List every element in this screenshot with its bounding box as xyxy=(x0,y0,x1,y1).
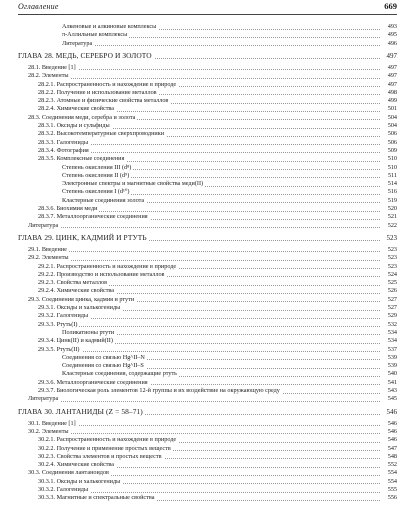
toc-entry-title: 30.3. Соединения лантаноидов xyxy=(28,469,109,477)
toc-entry-title: 30.3.3. Магнитные и спектральные свойства xyxy=(38,494,155,502)
toc-page-number: 527 xyxy=(387,304,397,311)
toc-page-number: 539 xyxy=(387,362,397,370)
toc-page-number: 546 xyxy=(387,436,397,444)
toc-page-number: 497 xyxy=(387,80,397,88)
toc-entry-title: π-Аллильные комплексы xyxy=(62,31,128,39)
toc-entry xyxy=(0,395,410,404)
toc-entry-title: 29.3.5. Ртуть(II) xyxy=(38,345,80,353)
toc-entry-title: Литература xyxy=(28,221,59,229)
toc-entry-title: 29.3.1. Оксиды и халькогениды xyxy=(38,304,121,311)
toc-entry-title: 30.2. Элементы xyxy=(28,427,69,435)
toc-page-number: 520 xyxy=(387,205,397,212)
toc-entry-title: Кластерные соединения золота xyxy=(62,196,145,204)
dot-leader xyxy=(28,78,380,79)
dot-leader xyxy=(38,326,380,327)
dot-leader xyxy=(28,401,380,402)
toc-entry-title: 28.2. Элементы xyxy=(28,72,69,80)
dot-leader xyxy=(28,227,380,228)
toc-page-number: 516 xyxy=(387,188,397,196)
toc-page-number: 532 xyxy=(387,320,397,328)
toc-page-number: 496 xyxy=(387,39,397,47)
toc-page-number: 534 xyxy=(387,328,397,336)
dot-leader xyxy=(28,69,380,70)
toc-page-number: 546 xyxy=(387,427,397,435)
toc-page-number: 523 xyxy=(387,262,397,270)
toc-page-number: 497 xyxy=(386,51,397,60)
page-number: 669 xyxy=(384,1,397,11)
chapter-heading xyxy=(0,407,410,419)
toc-page-number: 523 xyxy=(386,233,397,242)
toc-page-number: 497 xyxy=(387,72,397,80)
toc-page-number: 547 xyxy=(387,444,397,452)
toc-entry xyxy=(0,222,410,231)
toc-page-number: 545 xyxy=(387,395,397,403)
running-title: Оглавление xyxy=(18,2,59,11)
toc-entry-title: 28.3.5. Комплексные соединения xyxy=(38,155,125,163)
toc-entry-title: 28.2.2. Получение и использование металлов xyxy=(38,88,157,96)
toc-entry-title: Соединения со связью Hg^II–N xyxy=(62,353,145,361)
toc-entry-title: 28.2.1. Распространенность и нахождение в природе xyxy=(38,80,177,88)
toc-entry xyxy=(0,40,410,49)
toc-page-number: 521 xyxy=(387,213,397,221)
toc-page-number: 506 xyxy=(387,138,397,146)
toc-entry-title: 28.2.4. Химические свойства xyxy=(38,105,115,113)
toc-page-number: 522 xyxy=(387,221,397,229)
toc-page-number: 554 xyxy=(387,477,397,485)
toc-entry-title: 28.3.7. Металлоорганические соединения xyxy=(38,213,148,221)
toc-page-number: 527 xyxy=(387,295,397,303)
toc-entry-title: 29.2.1. Распространенность и нахождение в природе xyxy=(38,262,177,270)
toc-page-number: 493 xyxy=(387,23,397,30)
toc-entry-title: 30.1. Введение [1] xyxy=(28,419,76,427)
toc-page-number: 499 xyxy=(387,97,397,105)
toc-entry-title: 29.3.6. Металлоорганические соединения xyxy=(38,378,148,386)
toc-page-number: 519 xyxy=(387,196,397,204)
toc-page-number: 529 xyxy=(387,312,397,320)
toc-page-number: 552 xyxy=(387,461,397,469)
toc-entry-title: 30.3.1. Оксиды и халькогениды xyxy=(38,477,121,485)
chapter-title: ГЛАВА 29. ЦИНК, КАДМИЙ И РТУТЬ xyxy=(18,232,147,242)
toc-entry-title: 29.3. Соединения цинка, кадмия и ртути xyxy=(28,295,135,303)
toc-page-number: 523 xyxy=(387,254,397,262)
toc-entry-title: 29.3.2. Галогениды xyxy=(38,312,89,320)
toc-page-number: 540 xyxy=(387,370,397,378)
toc-page-number: 556 xyxy=(387,494,397,502)
toc-entry-title: 28.3.3. Галогениды xyxy=(38,138,89,146)
toc-page-number: 495 xyxy=(387,31,397,39)
toc-page-number: 510 xyxy=(387,155,397,163)
toc-page-number: 504 xyxy=(387,113,397,121)
toc-page-number: 546 xyxy=(387,419,397,427)
toc-page-number: 511 xyxy=(387,171,397,179)
toc-page-number: 504 xyxy=(387,122,397,129)
toc-page-number: 537 xyxy=(387,345,397,353)
chapter-heading xyxy=(0,51,410,63)
toc-page-number: 554 xyxy=(387,469,397,477)
toc-page-number: 525 xyxy=(387,279,397,287)
toc-entry-title: Поликатионы ртути xyxy=(62,328,115,336)
toc-entry-title: 30.3.2. Галогениды xyxy=(38,486,89,493)
toc-entry-title: Алкеновые и алкиновые комплексы xyxy=(62,23,157,30)
toc-page-number: 514 xyxy=(387,180,397,188)
chapter-heading xyxy=(0,233,410,245)
dot-leader xyxy=(28,251,380,252)
toc-page-number: 534 xyxy=(387,337,397,345)
toc-page-number: 543 xyxy=(387,387,397,394)
toc-entry-title: 29.2.2. Производство и использование металлов xyxy=(38,270,165,278)
toc-page-number: 509 xyxy=(387,146,397,154)
toc-entry-title: 28.3.2. Высокотемпературные сверхпроводники xyxy=(38,130,165,138)
toc-page-number: 523 xyxy=(387,245,397,253)
toc-page-number: 524 xyxy=(387,270,397,278)
dot-leader xyxy=(28,433,380,434)
toc-entry-title: Литература xyxy=(28,395,59,403)
toc-entry-title: 29.2.3. Свойства металлов xyxy=(38,279,107,287)
toc-entry-title: Степень окисления II (d⁹) xyxy=(62,171,130,179)
toc-entry-title: 29.3.7. Биологическая роль элементов 12-й группы и их воздействие на окружающую среду xyxy=(38,387,280,394)
toc-page-number: 555 xyxy=(387,486,397,493)
toc-page-number: 541 xyxy=(387,378,397,386)
toc-page-number: 548 xyxy=(387,452,397,460)
toc-entry-title: 28.3.4. Фотография xyxy=(38,146,89,154)
toc-entry-title: Степень окисления I (d¹⁰) xyxy=(62,188,130,196)
toc-entry-title: Литература xyxy=(62,39,93,47)
toc-entry-title: 28.2.3. Атомные и физические свойства металлов xyxy=(38,97,169,105)
toc-page-number: 510 xyxy=(387,163,397,171)
toc-page-number: 497 xyxy=(387,63,397,71)
toc-entry-title: 29.2.4. Химические свойства xyxy=(38,287,115,295)
toc-entry-title: 30.2.2. Получение и применение простых веществ xyxy=(38,444,171,452)
toc-entry-title: Соединения со связью Hg^II–S xyxy=(62,362,144,370)
toc-page-number: 539 xyxy=(387,353,397,361)
toc-entry-title: Степень окисления III (d⁸) xyxy=(62,163,132,171)
toc-entry-title: 30.2.4. Химические свойства xyxy=(38,461,115,469)
toc-entry-title: 28.3. Соединения меди, серебра и золота xyxy=(28,113,136,121)
toc-entry-title: 29.1. Введение xyxy=(28,245,67,253)
toc-entry-title: 30.2.1. Распространенность и нахождение в природе xyxy=(38,436,177,444)
toc-entry-title: 28.3.6. Биохимия меди xyxy=(38,205,98,212)
toc-page-number: 498 xyxy=(387,88,397,96)
dot-leader xyxy=(28,260,380,261)
toc-entry-title: 28.3.1. Оксиды и сульфиды xyxy=(38,122,110,129)
toc-page-number: 501 xyxy=(387,105,397,113)
chapter-title: ГЛАВА 30. ЛАНТАНИДЫ (Z = 58–71) xyxy=(18,406,143,416)
dot-leader xyxy=(62,45,380,46)
dot-leader xyxy=(28,425,380,426)
toc-entry-title: Электронные спектры и магнитные свойства меди(II) xyxy=(62,180,204,188)
chapter-title: ГЛАВА 28. МЕДЬ, СЕРЕБРО И ЗОЛОТО xyxy=(18,50,152,60)
toc-entry xyxy=(0,494,410,503)
toc-entry-title: Кластерные соединения, содержащие ртуть xyxy=(62,370,177,378)
toc-entry-title: 29.3.3. Ртуть(I) xyxy=(38,320,78,328)
toc-entry-title: 29.3.4. Цинк(II) и кадмий(II) xyxy=(38,337,113,345)
toc-entry-title: 30.2.3. Свойства элементов и простых веществ xyxy=(38,452,162,460)
toc-page-number: 526 xyxy=(387,287,397,295)
toc-entry-title: 28.1. Введение [1] xyxy=(28,63,76,71)
dot-leader xyxy=(38,351,380,352)
toc-page-number: 506 xyxy=(387,130,397,138)
toc-entry-title: 29.2. Элементы xyxy=(28,254,69,262)
toc-page-number: 546 xyxy=(386,407,397,416)
